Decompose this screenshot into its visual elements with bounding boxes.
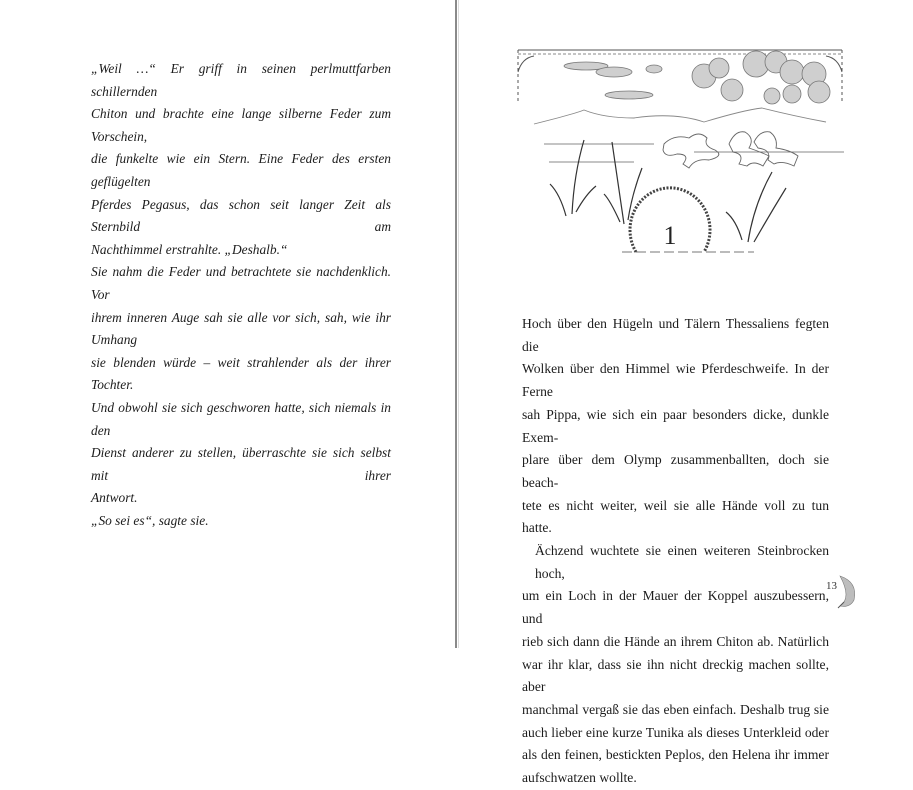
text-line: Ächzend wuchtete sie einen weiteren Steinbrocken hoch, xyxy=(535,543,829,581)
text-line: aufschwatzen wollte. xyxy=(522,770,637,786)
text-line: auch lieber eine kurze Tunika als dieses Unterkleid oder xyxy=(522,724,829,740)
book-spine-shadow xyxy=(458,0,459,648)
paragraph xyxy=(91,58,391,261)
right-page-text xyxy=(522,313,829,790)
paragraph xyxy=(522,540,829,790)
text-line: „Weil …“ Er griff in seinen perlmuttfarben schillernden xyxy=(91,61,391,99)
text-line: plare über dem Olymp zusammenballten, doch sie beach- xyxy=(522,452,829,490)
text-line: Chiton und brachte eine lange silberne Feder zum Vorschein, xyxy=(91,106,391,144)
feather-icon xyxy=(834,574,860,610)
text-line: um ein Loch in der Mauer der Koppel auszubessern, und xyxy=(522,588,829,627)
text-line: war ihr klar, dass sie ihn nicht dreckig machen sollte, aber xyxy=(522,656,829,695)
text-line: ihrem inneren Auge sah sie alle vor sich, sah, wie ihr Umhang xyxy=(91,309,391,348)
text-line: die funkelte wie ein Stern. Eine Feder des ersten geflügelten xyxy=(91,151,391,189)
book-spine xyxy=(455,0,457,648)
text-line: Hoch über den Hügeln und Tälern Thessaliens fegten die xyxy=(522,316,829,354)
text-line: als den feinen, bestickten Peplos, den Helena ihr immer xyxy=(522,747,829,763)
clouds-icon xyxy=(564,51,830,104)
text-line: „So sei es“, sagte sie. xyxy=(91,512,209,528)
left-page-text xyxy=(91,58,391,532)
text-line: Sie nahm die Feder und betrachtete sie nachdenklich. Vor xyxy=(91,264,391,302)
text-line: Nachthimmel erstrahlte. „Deshalb.“ xyxy=(91,241,288,257)
paragraph xyxy=(522,313,829,540)
text-line: rieb sich dann die Hände an ihrem Chiton ab. Natürlich xyxy=(522,633,829,649)
text-line: Wolken über den Himmel wie Pferdeschweife. In der Ferne xyxy=(522,361,829,400)
horses-icon xyxy=(663,132,798,168)
text-line: sah Pippa, wie sich ein paar besonders dicke, dunkle Exem- xyxy=(522,406,829,445)
text-line: Antwort. xyxy=(91,490,138,506)
text-line: sie blenden würde – weit strahlender als der ihrer Tochter. xyxy=(91,354,391,393)
chapter-header-illustration xyxy=(514,44,846,254)
chapter-number: 1 xyxy=(663,221,677,250)
paragraph xyxy=(91,510,391,533)
page-number: 13 xyxy=(826,580,837,592)
paragraph xyxy=(91,261,391,510)
text-line: tete es nicht weiter, weil sie alle Hände voll zu tun hatte. xyxy=(522,497,829,536)
text-line: manchmal vergaß sie das eben einfach. Deshalb trug sie xyxy=(522,701,829,717)
text-line: Pferdes Pegasus, das schon seit langer Zeit als Sternbild am xyxy=(91,196,391,235)
text-line: Und obwohl sie sich geschworen hatte, sich niemals in den xyxy=(91,399,391,438)
text-line: Dienst anderer zu stellen, überraschte sie sich selbst mit ihrer xyxy=(91,445,391,483)
